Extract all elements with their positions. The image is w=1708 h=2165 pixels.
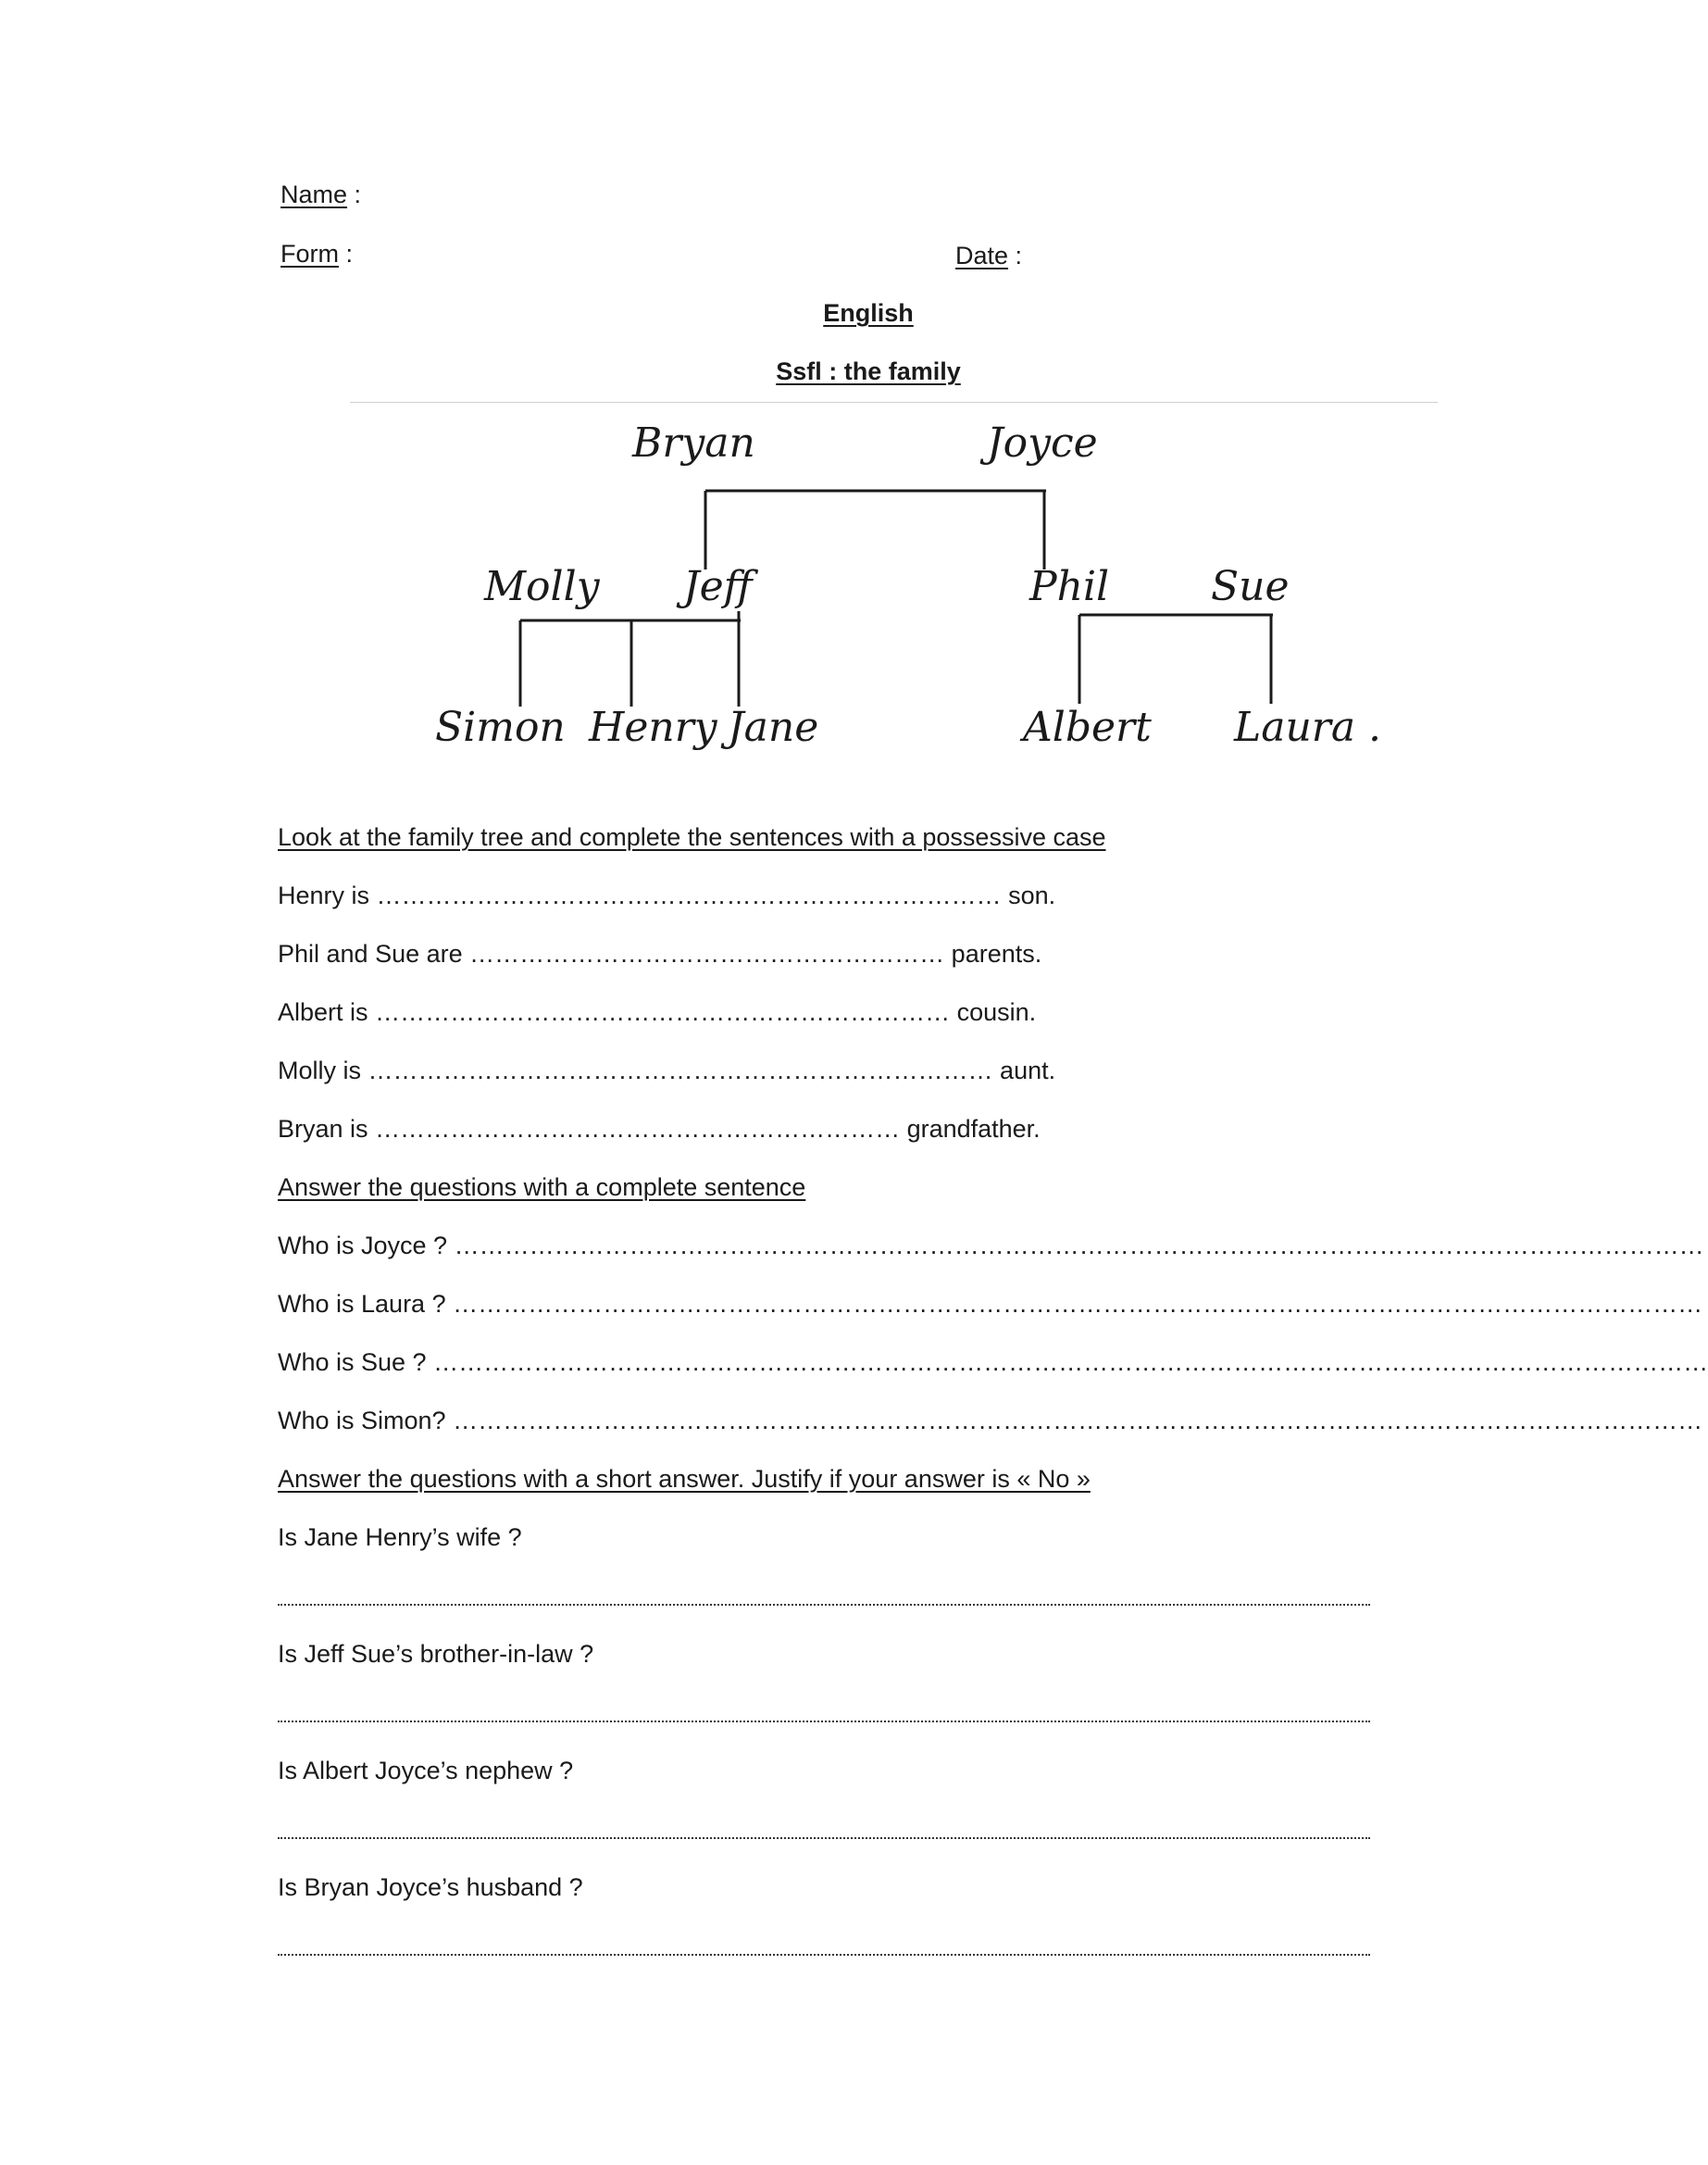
section1-instruction: Look at the family tree and complete the sentences with a possessive case xyxy=(278,823,1106,851)
yes-no-question: Is Bryan Joyce’s husband ? xyxy=(278,1873,583,1901)
sentence-start: Henry is xyxy=(278,882,370,909)
subject-heading: English xyxy=(823,299,914,327)
yes-no-question: Is Jane Henry’s wife ? xyxy=(278,1523,522,1551)
yes-no-question: Is Jeff Sue’s brother-in-law ? xyxy=(278,1640,594,1668)
question-row xyxy=(278,1231,1704,1260)
tree-name-henry: Henry xyxy=(589,704,717,751)
sentence-end: grandfather. xyxy=(906,1115,1041,1143)
tree-name-bryan: Bryan xyxy=(632,419,755,467)
answer-blank[interactable]: ………………………………………………………………… xyxy=(368,1057,993,1084)
sentence-end: son. xyxy=(1008,882,1056,909)
question-row xyxy=(278,1289,1703,1319)
tree-name-jeff: Jeff xyxy=(683,563,753,610)
tree-name-sue: Sue xyxy=(1211,563,1290,610)
sentence-row xyxy=(278,939,1041,969)
question-text: Who is Simon? xyxy=(278,1407,446,1434)
date-colon: : xyxy=(1008,242,1023,269)
sentence-row xyxy=(278,1114,1041,1144)
form-label: Form xyxy=(281,240,339,268)
question-text: Who is Sue ? xyxy=(278,1348,427,1376)
tree-name-joyce: Joyce xyxy=(987,419,1098,467)
question-row xyxy=(278,1347,1708,1377)
answer-blank[interactable]: …………………………………………………………………………………………………………………………………… xyxy=(453,1290,1703,1318)
sentence-start: Bryan is xyxy=(278,1115,368,1143)
sentence-row xyxy=(278,1056,1055,1085)
page-title: Ssfl : the family xyxy=(776,357,961,385)
question-text: Who is Joyce ? xyxy=(278,1232,448,1259)
answer-line[interactable] xyxy=(278,1721,1370,1722)
tree-name-molly: Molly xyxy=(484,563,600,610)
name-label: Name xyxy=(281,181,348,208)
answer-line[interactable] xyxy=(278,1954,1370,1956)
tree-name-laura: Laura . xyxy=(1234,704,1382,751)
sentence-end: aunt. xyxy=(1000,1057,1056,1084)
question-row xyxy=(278,1406,1703,1435)
family-tree xyxy=(0,0,1574,833)
name-colon: : xyxy=(347,181,362,208)
answer-blank[interactable]: ……………………………………………………………………………………………………………………………………… xyxy=(433,1348,1708,1376)
answer-blank[interactable]: …………………………………………………………… xyxy=(375,998,951,1026)
sentence-end: parents. xyxy=(951,940,1042,968)
sentence-start: Molly is xyxy=(278,1057,362,1084)
sentence-start: Phil and Sue are xyxy=(278,940,463,968)
answer-blank[interactable]: …………………………………………………………………………………………………………………………………… xyxy=(454,1232,1704,1259)
sentence-start: Albert is xyxy=(278,998,368,1026)
sentence-end: cousin. xyxy=(956,998,1037,1026)
answer-blank[interactable]: ……………………………………………………… xyxy=(375,1115,901,1143)
answer-blank[interactable]: ………………………………………………… xyxy=(469,940,945,968)
answer-line[interactable] xyxy=(278,1604,1370,1606)
answer-blank[interactable]: ………………………………………………………………… xyxy=(376,882,1002,909)
answer-blank[interactable]: …………………………………………………………………………………………………………………………………… xyxy=(453,1407,1703,1434)
section2-instruction: Answer the questions with a complete sentence xyxy=(278,1173,806,1201)
form-colon: : xyxy=(339,240,354,268)
tree-name-albert: Albert xyxy=(1023,704,1152,751)
section3-instruction: Answer the questions with a short answer. Justify if your answer is « No » xyxy=(278,1465,1091,1493)
answer-line[interactable] xyxy=(278,1837,1370,1839)
question-text: Who is Laura ? xyxy=(278,1290,446,1318)
yes-no-question: Is Albert Joyce’s nephew ? xyxy=(278,1757,574,1784)
sentence-row xyxy=(278,997,1036,1027)
date-label: Date xyxy=(955,242,1009,269)
tree-name-phil: Phil xyxy=(1029,563,1110,610)
tree-name-jane: Jane xyxy=(728,704,819,751)
tree-name-simon: Simon xyxy=(435,704,566,751)
sentence-row xyxy=(278,881,1055,910)
